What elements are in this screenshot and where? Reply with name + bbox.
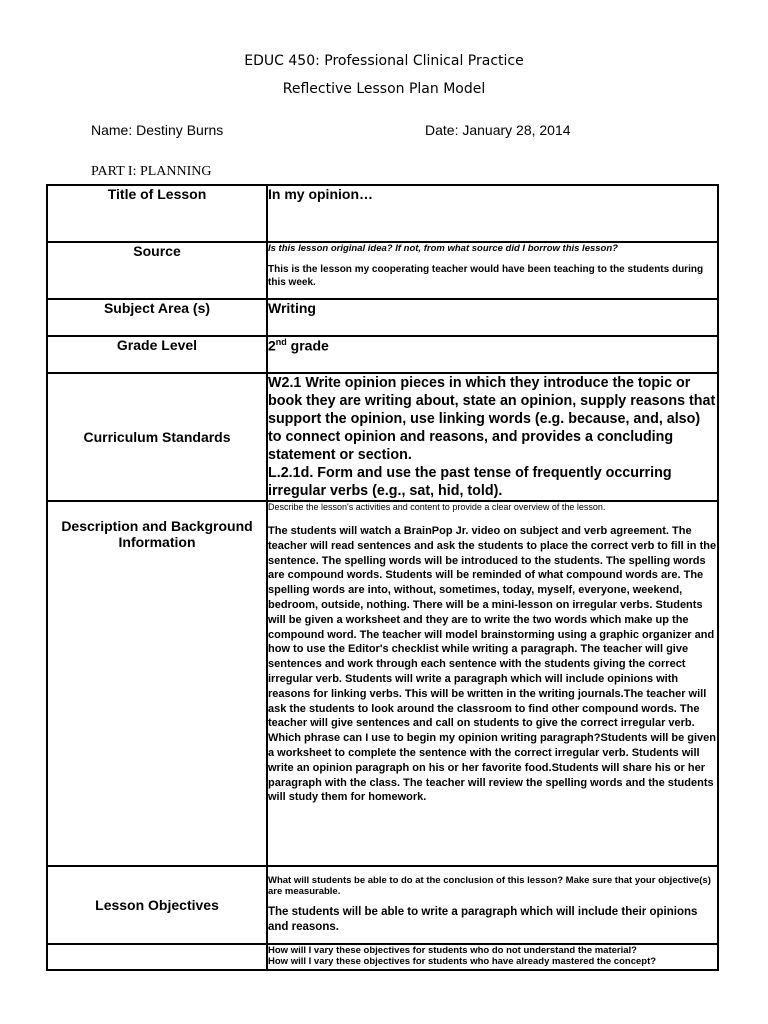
row-value	[267, 373, 718, 501]
table-row	[47, 336, 718, 373]
vary-prompt-1: How will I vary these objectives for students who do not understand the material?	[268, 945, 637, 956]
table-row	[47, 185, 718, 242]
grade-label: Grade Level	[116, 337, 198, 353]
grade-value	[267, 336, 718, 373]
objectives-prompt: What will students be able to do at the conclusion of this lesson? Make sure that your objective(s) are measurable.	[268, 875, 711, 897]
title-value: In my opinion…	[267, 185, 718, 242]
row-value	[267, 866, 718, 944]
row-label	[47, 866, 267, 944]
row-label-empty	[47, 944, 267, 970]
source-prompt: Is this lesson original idea? If not, from what source did I borrow this lesson?	[268, 243, 618, 254]
lesson-plan-table	[46, 184, 719, 971]
description-value: The students will watch a BrainPop Jr. video on subject and verb agreement. The teacher will read sentences and ask the students to place the correct verb to fill in the sentence. The spelling words will be introduced to the students. The spelling words are compound words. Students will be reminded of what compound words are. The spelling words are into, without, sometimes, today, myself, everyone, weekend, bedroom, outside, nothing. There will be a mini-lesson on irregular verbs. Students will be given a worksheet and they are to write the two words which make up the compound word. The teacher will model brainstorming using a graphic organizer and how to use the Editor's checklist while writing a paragraph. The teacher will give sentences and work through each sentence with the students giving the correct irregular verb. Students will write a paragraph which will include opinions with reasons for linking verbs. This will be written in the writing journals.The teacher will ask the students to look around the classroom to find other compound words. The teacher will give sentences and call on students to give the correct irregular verb. Which phrase can I use to begin my opinion writing paragraph?Students will be given a worksheet to complete the sentence with the correct irregular verb. Students will write an opinion paragraph on his or her favorite food.Students will share his or her paragraph with the class. The teacher will review the spelling words and the students will study them for homework.	[268, 525, 717, 804]
row-label	[47, 299, 267, 336]
standards-value-2: L.2.1d. Form and use the past tense of frequently occurring irregular verbs (e.g., sat, hid, told).	[268, 465, 672, 499]
subject-label: Subject Area (s)	[103, 300, 211, 316]
row-label	[47, 501, 267, 866]
source-value: This is the lesson my cooperating teacher would have been teaching to the students during this week.	[268, 264, 704, 288]
table-row	[47, 299, 718, 336]
source-label: Source	[133, 243, 181, 259]
standards-value-1: W2.1 Write opinion pieces in which they introduce the topic or book they are writing about, state an opinion, supply reasons that support the opinion, use linking words (e.g. because, and, also) to connect opinion and reasons, and provides a concluding statement or section.	[268, 375, 716, 463]
table-row	[47, 866, 718, 944]
description-prompt: Describe the lesson's activities and content to provide a clear overview of the lesson.	[268, 502, 606, 512]
objectives-value: The students will be able to write a paragraph which will include their opinions and reasons.	[268, 906, 698, 933]
document-title: Reflective Lesson Plan Model	[282, 81, 486, 97]
subject-value: Writing	[267, 299, 718, 336]
table-row	[47, 242, 718, 299]
objectives-label: Lesson Objectives	[95, 897, 219, 913]
row-label	[47, 336, 267, 373]
row-value	[267, 501, 718, 866]
row-label	[47, 373, 267, 501]
table-row	[47, 373, 718, 501]
row-label	[47, 242, 267, 299]
course-title: EDUC 450: Professional Clinical Practice	[244, 53, 524, 69]
row-label	[47, 185, 267, 242]
row-value	[267, 242, 718, 299]
title-label: Title of Lesson	[107, 186, 207, 202]
grade-suffix: nd	[275, 337, 287, 347]
student-name: Name: Destiny Burns	[91, 122, 224, 138]
part-heading: PART I: PLANNING	[91, 164, 212, 179]
lesson-date: Date: January 28, 2014	[425, 122, 571, 138]
table-row	[47, 944, 718, 970]
row-value	[267, 944, 718, 970]
standards-label: Curriculum Standards	[83, 429, 231, 445]
description-label: Description and Background Information	[61, 518, 253, 550]
grade-number: 2	[268, 337, 276, 354]
vary-prompt-2: How will I vary these objectives for students who have already mastered the concept?	[268, 956, 657, 967]
table-row	[47, 501, 718, 866]
grade-word: grade	[286, 337, 329, 354]
